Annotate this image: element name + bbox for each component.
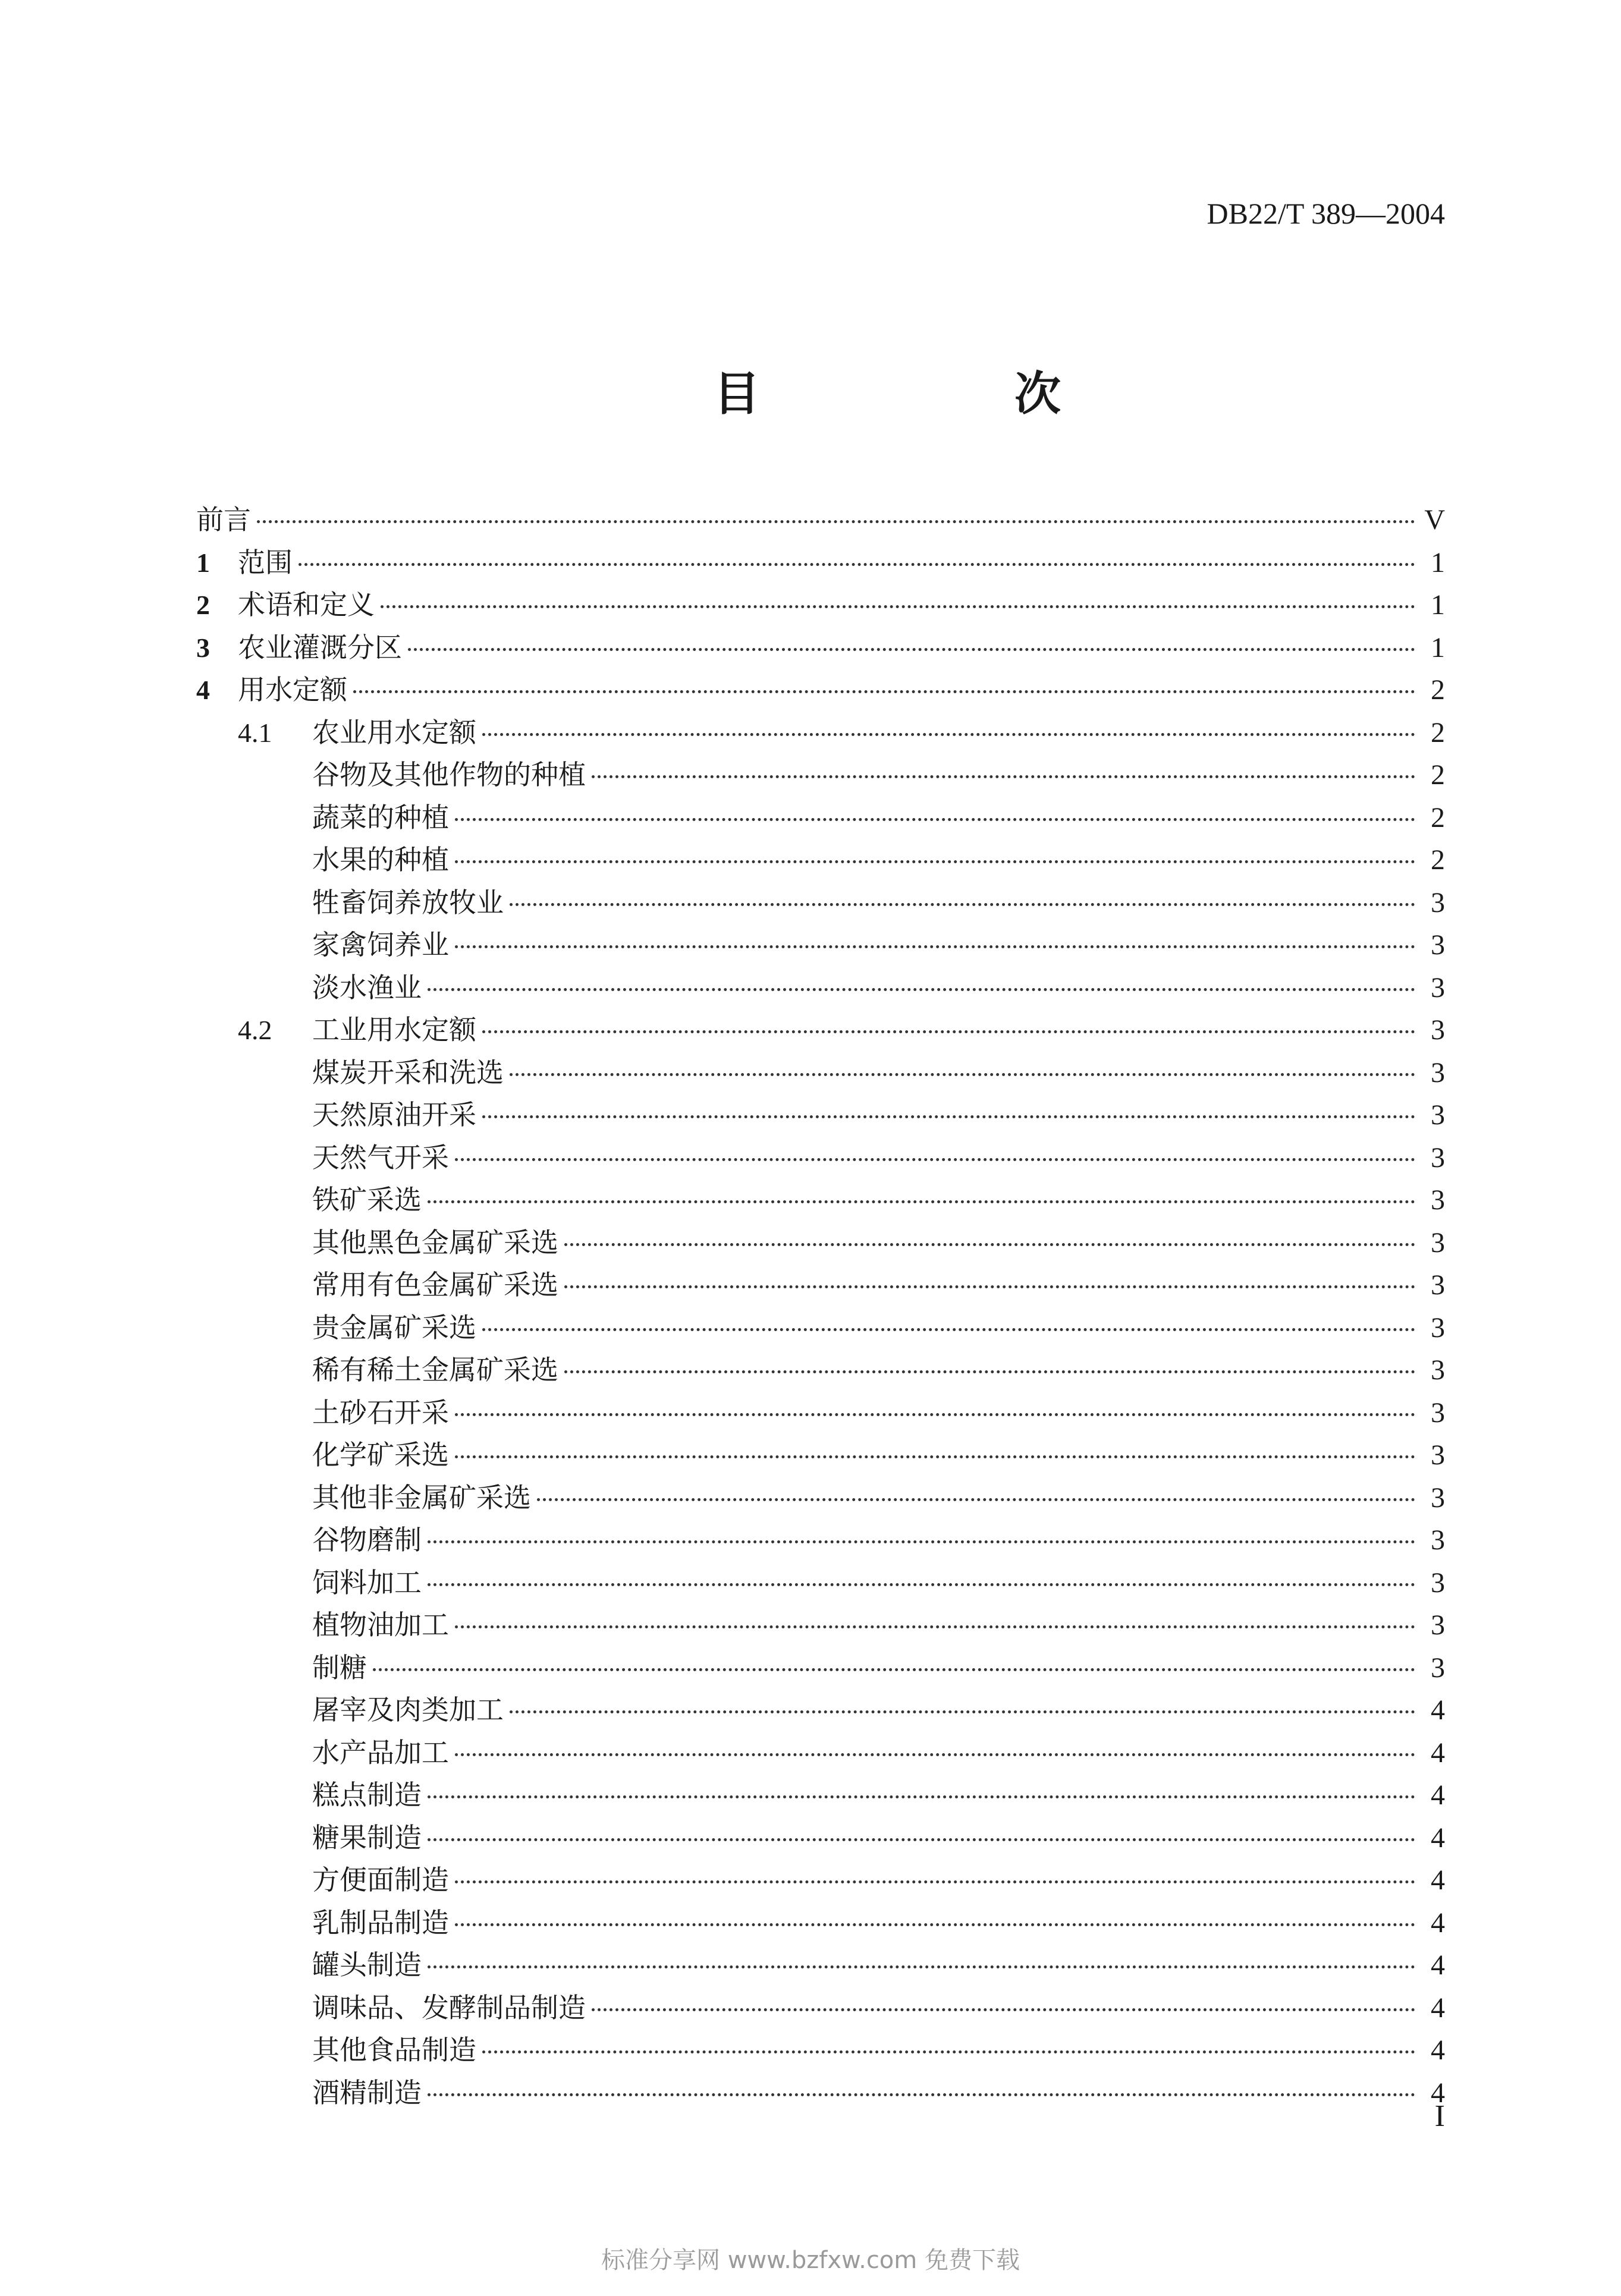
- toc-entry-number: 4.2: [238, 1015, 272, 1045]
- toc-entry[interactable]: [196, 1136, 1445, 1179]
- toc-entry-page: 3: [1431, 1014, 1445, 1046]
- watermark-text: 标准分享网 www.bzfxw.com 免费下载: [601, 2247, 1020, 2274]
- toc-entry[interactable]: [196, 923, 1445, 966]
- toc-entry[interactable]: [196, 1858, 1445, 1901]
- toc-dot-leader: [482, 2050, 1415, 2053]
- toc-dot-leader: [428, 1965, 1415, 1968]
- toc-entry[interactable]: [196, 2028, 1445, 2071]
- toc-entry-page: 3: [1431, 929, 1445, 961]
- toc-entry-title: 土砂石开采: [312, 1396, 449, 1429]
- toc-entry-page: 3: [1431, 1397, 1445, 1429]
- toc-dot-leader: [381, 605, 1415, 608]
- toc-entry[interactable]: [196, 498, 1445, 541]
- toc-entry-page: 2: [1431, 759, 1445, 791]
- toc-entry[interactable]: [196, 1433, 1445, 1476]
- toc-entry-number: 1: [196, 547, 210, 578]
- toc-entry-number: 4: [196, 675, 210, 705]
- page-title: 目 次: [714, 367, 1166, 421]
- toc-entry-title: 铁矿采选: [312, 1184, 422, 1216]
- toc-entry-title: 乳制品制造: [312, 1906, 449, 1939]
- toc-entry-title: 罐头制造: [312, 1949, 422, 1981]
- toc-entry[interactable]: [196, 1348, 1445, 1391]
- toc-entry[interactable]: [196, 1901, 1445, 1944]
- toc-entry[interactable]: [196, 1263, 1445, 1306]
- toc-entry-page: 1: [1431, 546, 1445, 578]
- toc-entry[interactable]: [196, 1943, 1445, 1986]
- toc-entry-title: 饲料加工: [312, 1566, 422, 1599]
- toc-entry-page: 1: [1431, 631, 1445, 663]
- toc-dot-leader: [564, 1370, 1415, 1373]
- toc-entry-title: 蔬菜的种植: [312, 801, 449, 834]
- toc-dot-leader: [482, 1115, 1415, 1118]
- toc-entry[interactable]: [196, 1093, 1445, 1136]
- toc-entry-title: 天然原油开采: [312, 1099, 476, 1131]
- toc-dot-leader: [592, 2008, 1415, 2011]
- toc-entry-title: 水产品加工: [312, 1736, 449, 1769]
- toc-dot-leader: [482, 1328, 1415, 1331]
- toc-entry-page: 3: [1431, 1524, 1445, 1556]
- toc-entry-title: 家禽饲养业: [312, 929, 449, 961]
- toc-entry-title: 范围: [238, 546, 293, 578]
- document-code: DB22/T 389—2004: [1207, 197, 1445, 230]
- toc-entry[interactable]: [196, 1646, 1445, 1689]
- toc-entry[interactable]: [196, 1688, 1445, 1731]
- toc-entry-page: 2: [1431, 674, 1445, 706]
- toc-entry-title: 农业灌溉分区: [238, 631, 402, 663]
- toc-entry-title: 调味品、发酵制品制造: [312, 1991, 586, 2024]
- toc-dot-leader: [510, 1073, 1415, 1076]
- toc-entry[interactable]: [196, 966, 1445, 1009]
- toc-dot-leader: [428, 2093, 1415, 2096]
- toc-entry-page: 3: [1431, 1567, 1445, 1599]
- toc-entry[interactable]: [196, 626, 1445, 669]
- toc-entry[interactable]: [196, 1773, 1445, 1816]
- toc-entry-page: 3: [1431, 1056, 1445, 1089]
- toc-dot-leader: [564, 1243, 1415, 1246]
- toc-entry-title: 其他非金属矿采选: [312, 1481, 531, 1514]
- toc-dot-leader: [455, 1413, 1415, 1416]
- toc-entry[interactable]: [196, 1603, 1445, 1646]
- toc-entry[interactable]: [196, 1986, 1445, 2029]
- toc-entry-page: 3: [1431, 1609, 1445, 1641]
- toc-entry[interactable]: [196, 1476, 1445, 1519]
- toc-entry-title: 工业用水定额: [312, 1014, 476, 1046]
- toc-entry[interactable]: [196, 1051, 1445, 1094]
- toc-dot-leader: [428, 988, 1415, 991]
- toc-entry-page: 2: [1431, 844, 1445, 876]
- toc-entry-title: 天然气开采: [312, 1141, 449, 1174]
- toc-entry-title: 农业用水定额: [312, 716, 476, 748]
- toc-entry-page: 3: [1431, 1354, 1445, 1386]
- toc-entry-page: 3: [1431, 1439, 1445, 1471]
- toc-entry-title: 谷物磨制: [312, 1524, 422, 1556]
- toc-entry-title: 前言: [196, 504, 251, 536]
- toc-dot-leader: [455, 945, 1415, 948]
- table-of-contents: [196, 498, 1445, 2113]
- toc-entry-title: 其他黑色金属矿采选: [312, 1226, 558, 1259]
- toc-dot-leader: [592, 775, 1415, 778]
- toc-dot-leader: [428, 1795, 1415, 1798]
- toc-entry-title: 方便面制造: [312, 1864, 449, 1896]
- toc-dot-leader: [428, 1200, 1415, 1203]
- toc-entry-page: 3: [1431, 886, 1445, 919]
- toc-entry-page: 3: [1431, 1482, 1445, 1514]
- toc-dot-leader: [455, 1158, 1415, 1161]
- toc-entry-title: 糖果制造: [312, 1821, 422, 1854]
- toc-entry-page: 4: [1431, 1694, 1445, 1726]
- toc-entry[interactable]: [196, 583, 1445, 626]
- toc-entry[interactable]: [196, 1518, 1445, 1561]
- toc-entry-page: 4: [1431, 1992, 1445, 2024]
- toc-dot-leader: [428, 1838, 1415, 1841]
- toc-entry[interactable]: [196, 1178, 1445, 1221]
- toc-entry-page: 3: [1431, 971, 1445, 1004]
- toc-dot-leader: [455, 1880, 1415, 1883]
- toc-dot-leader: [455, 1625, 1415, 1628]
- toc-entry-page: 3: [1431, 1311, 1445, 1344]
- toc-entry[interactable]: [196, 711, 1445, 754]
- toc-dot-leader: [510, 903, 1415, 906]
- toc-entry-number: 3: [196, 632, 210, 663]
- toc-dot-leader: [353, 690, 1415, 693]
- toc-entry[interactable]: [196, 753, 1445, 796]
- toc-dot-leader: [299, 563, 1415, 566]
- toc-entry[interactable]: [196, 1391, 1445, 1434]
- toc-dot-leader: [428, 1540, 1415, 1543]
- toc-entry-number: 4.1: [238, 717, 272, 748]
- toc-entry-page: 3: [1431, 1184, 1445, 1216]
- toc-entry-title: 贵金属矿采选: [312, 1311, 476, 1344]
- toc-dot-leader: [455, 1923, 1415, 1926]
- toc-entry-title: 谷物及其他作物的种植: [312, 759, 586, 791]
- toc-entry-number: 2: [196, 590, 210, 620]
- toc-entry-page: 4: [1431, 2077, 1445, 2109]
- toc-entry-title: 用水定额: [238, 674, 347, 706]
- toc-dot-leader: [455, 1455, 1415, 1458]
- toc-dot-leader: [482, 733, 1415, 736]
- toc-entry-title: 糕点制造: [312, 1779, 422, 1811]
- toc-entry[interactable]: [196, 1816, 1445, 1859]
- toc-dot-leader: [373, 1668, 1415, 1671]
- page-number: I: [1434, 2099, 1445, 2133]
- toc-entry[interactable]: [196, 796, 1445, 839]
- toc-entry-page: 4: [1431, 1864, 1445, 1896]
- toc-entry-page: 4: [1431, 1822, 1445, 1854]
- toc-dot-leader: [257, 520, 1415, 523]
- toc-entry-page: 4: [1431, 1907, 1445, 1939]
- toc-entry[interactable]: [196, 2071, 1445, 2114]
- toc-entry[interactable]: [196, 1306, 1445, 1349]
- toc-entry[interactable]: [196, 668, 1445, 711]
- toc-entry-title: 术语和定义: [238, 589, 375, 621]
- toc-dot-leader: [510, 1710, 1415, 1713]
- toc-dot-leader: [455, 1753, 1415, 1756]
- toc-entry-title: 制糖: [312, 1651, 367, 1684]
- toc-entry-page: 3: [1431, 1652, 1445, 1684]
- toc-dot-leader: [455, 818, 1415, 821]
- toc-entry[interactable]: [196, 541, 1445, 584]
- toc-entry-title: 水果的种植: [312, 844, 449, 876]
- toc-dot-leader: [428, 1583, 1415, 1586]
- toc-entry-page: 3: [1431, 1269, 1445, 1301]
- toc-entry[interactable]: [196, 1008, 1445, 1051]
- toc-entry-title: 其他食品制造: [312, 2034, 476, 2066]
- toc-entry-title: 化学矿采选: [312, 1439, 449, 1471]
- toc-dot-leader: [537, 1498, 1415, 1501]
- toc-entry-title: 稀有稀土金属矿采选: [312, 1354, 558, 1386]
- toc-entry-page: 4: [1431, 1737, 1445, 1769]
- toc-entry-page: 2: [1431, 716, 1445, 748]
- toc-entry-title: 淡水渔业: [312, 971, 422, 1004]
- toc-entry[interactable]: [196, 1221, 1445, 1264]
- toc-dot-leader: [482, 1030, 1415, 1033]
- toc-entry[interactable]: [196, 1731, 1445, 1774]
- toc-entry-page: 1: [1431, 589, 1445, 621]
- toc-dot-leader: [455, 860, 1415, 863]
- toc-entry-title: 酒精制造: [312, 2076, 422, 2109]
- toc-entry-page: V: [1424, 504, 1445, 536]
- toc-entry-title: 牲畜饲养放牧业: [312, 886, 504, 919]
- toc-entry-page: 3: [1431, 1141, 1445, 1174]
- toc-entry-page: 4: [1431, 2034, 1445, 2066]
- toc-entry-title: 煤炭开采和洗选: [312, 1056, 504, 1089]
- toc-entry-page: 2: [1431, 801, 1445, 834]
- toc-entry[interactable]: [196, 881, 1445, 924]
- toc-entry-page: 4: [1431, 1779, 1445, 1811]
- toc-entry[interactable]: [196, 838, 1445, 881]
- toc-entry[interactable]: [196, 1561, 1445, 1604]
- toc-dot-leader: [408, 648, 1415, 651]
- toc-dot-leader: [564, 1285, 1415, 1288]
- toc-entry-title: 屠宰及肉类加工: [312, 1694, 504, 1726]
- toc-entry-title: 常用有色金属矿采选: [312, 1269, 558, 1301]
- toc-entry-title: 植物油加工: [312, 1609, 449, 1641]
- toc-entry-page: 4: [1431, 1949, 1445, 1981]
- toc-entry-page: 3: [1431, 1226, 1445, 1259]
- toc-entry-page: 3: [1431, 1099, 1445, 1131]
